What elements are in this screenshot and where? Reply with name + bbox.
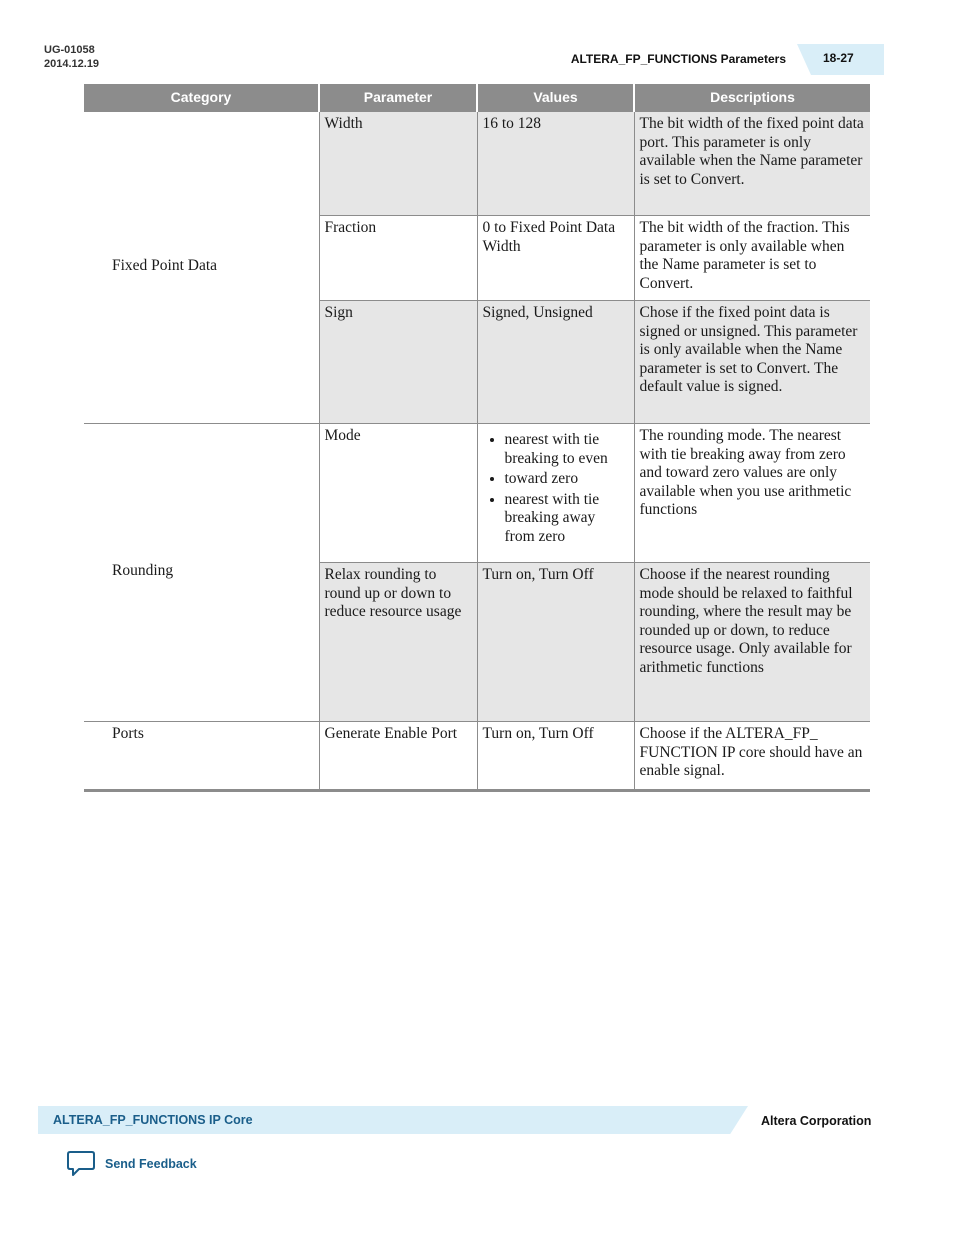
column-header-descriptions: Descriptions [634,84,870,112]
description-cell: The bit width of the fixed point data port. This parameter is only available when the Name parameter is set to Convert. [634,112,870,216]
description-cell: Chose if the fixed point data is signed or unsigned. This parameter is only available when the Name parameter is set to Convert. The default value is signed. [634,301,870,424]
document-id-block [44,43,99,71]
list-item: • toward zero [505,470,629,489]
values-cell: 0 to Fixed Point Data Width [477,216,634,301]
parameter-cell: Mode [319,424,477,563]
table-row [84,424,870,563]
category-cell: Ports [84,722,319,791]
section-title: ALTERA_FP_FUNCTIONS Parameters [570,52,786,66]
category-cell: Fixed Point Data [84,112,319,424]
description-cell: The bit width of the fraction. This parameter is only available when the Name parameter is set to Convert. [634,216,870,301]
send-feedback-label[interactable]: Send Feedback [105,1157,197,1171]
table-row [84,722,870,791]
footer-chapter-link[interactable]: ALTERA_FP_FUNCTIONS IP Core [53,1113,253,1127]
values-cell: 16 to 128 [477,112,634,216]
column-header-category: Category [84,84,319,112]
parameter-cell: Fraction [319,216,477,301]
description-cell: Choose if the ALTERA_FP_ FUNCTION IP core should have an enable signal. [634,722,870,791]
column-header-values: Values [477,84,634,112]
values-cell [477,424,634,563]
values-cell: Turn on, Turn Off [477,563,634,722]
footer-company: Altera Corporation [761,1114,872,1128]
speech-bubble-icon [66,1150,96,1178]
parameter-cell: Relax rounding to round up or down to reduce resource usage [319,563,477,722]
table-row [84,112,870,216]
description-cell: The rounding mode. The nearest with tie breaking away from zero and toward zero values are only available when you use arithmetic functions [634,424,870,563]
column-header-parameter: Parameter [319,84,477,112]
parameter-cell: Sign [319,301,477,424]
description-cell: Choose if the nearest rounding mode should be relaxed to faithful rounding, where the result may be rounded up or down, to reduce resource usage. Only available for arithmetic functions [634,563,870,722]
values-cell: Signed, Unsigned [477,301,634,424]
category-cell: Rounding [84,424,319,722]
list-item: • nearest with tie breaking to even [505,431,629,468]
values-list [483,431,629,547]
parameter-cell: Generate Enable Port [319,722,477,791]
parameters-table [84,84,870,792]
values-cell: Turn on, Turn Off [477,722,634,791]
table-header-row [84,84,870,112]
list-item: • nearest with tie breaking away from zero [505,491,629,547]
document-date: 2014.12.19 [44,58,100,70]
page-number: 18-27 [823,51,854,65]
send-feedback-link[interactable] [66,1150,197,1178]
parameter-cell: Width [319,112,477,216]
document-id: UG-01058 [44,44,95,56]
